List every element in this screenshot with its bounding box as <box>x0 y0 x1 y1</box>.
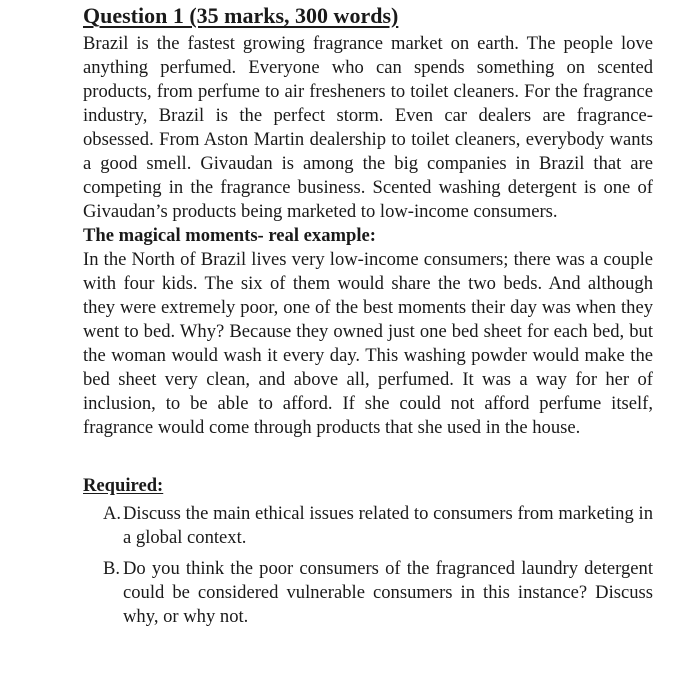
question-title: Question 1 (35 marks, 300 words) <box>83 3 399 28</box>
required-heading: Required: <box>83 475 164 496</box>
document-page <box>83 0 653 636</box>
example-subheading: The magical moments- real example: <box>83 225 376 246</box>
required-list <box>83 502 653 629</box>
required-item-text: Do you think the poor consumers of the fragranced laundry detergent could be considered vulnerable consumers in this instance? Discuss why, or why not. <box>123 558 653 627</box>
required-item-a <box>103 502 653 550</box>
required-item-b <box>103 557 653 629</box>
intro-paragraph: Brazil is the fastest growing fragrance market on earth. The people love anything perfumed. Everyone who can spends something on scented products, from perfume to air fresheners to toilet cleaners. For the fragrance industry, Brazil is the perfect storm. Even car dealers are fragrance-obsessed. From Aston Martin dealership to toilet cleaners, everybody wants a good smell. Givaudan is among the big companies in Brazil that are competing in the fragrance business. Scented washing detergent is one of Givaudan’s products being marketed to low-income consumers. <box>83 33 653 222</box>
required-item-marker: A. <box>103 503 122 524</box>
required-item-text: Discuss the main ethical issues related to consumers from marketing in a global context. <box>123 503 653 548</box>
required-item-marker: B. <box>103 558 121 579</box>
example-paragraph: In the North of Brazil lives very low-income consumers; there was a couple with four kids. The six of them would share the two beds. And although they were extremely poor, one of the best moments their day was when they went to bed. Why? Because they owned just one bed sheet for each bed, but the woman would wash it every day. This washing powder would make the bed sheet very clean, and above all, perfumed. It was a way for her of inclusion, to be able to afford. If she could not afford perfume itself, fragrance would come through products that she used in the house. <box>83 249 653 438</box>
